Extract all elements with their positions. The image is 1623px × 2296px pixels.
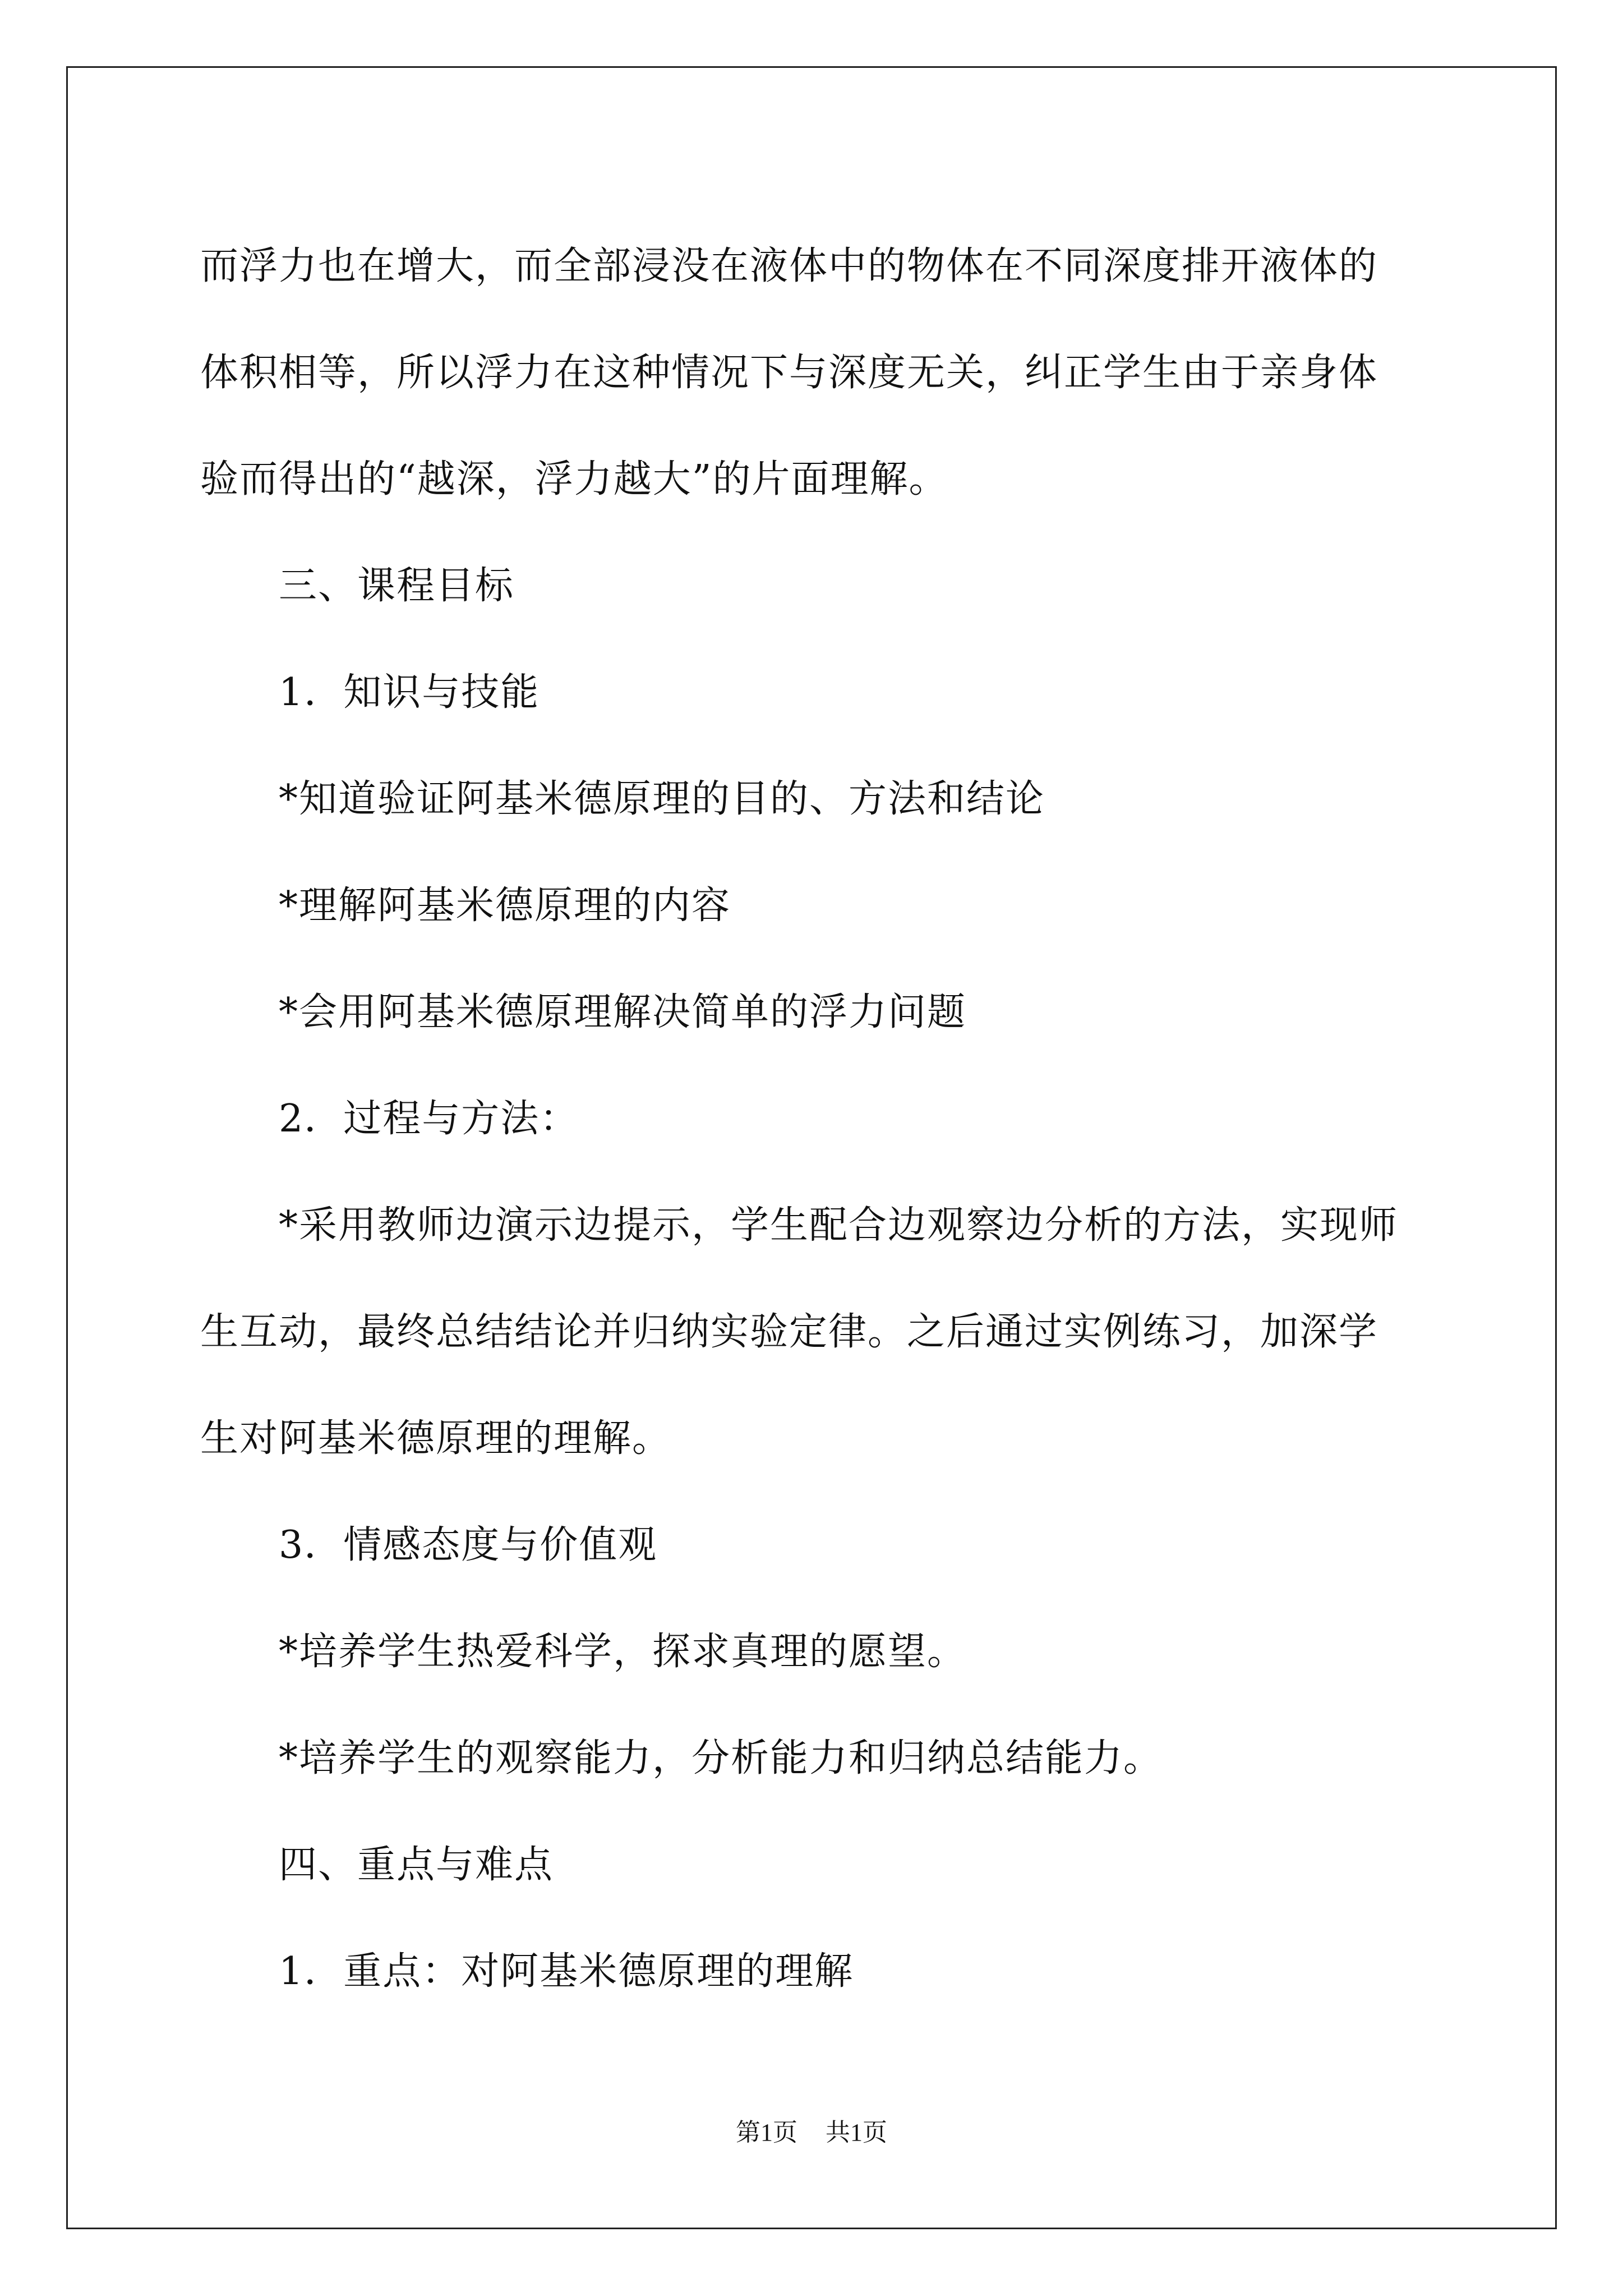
paragraph-line: 验而得出的“越深，浮力越大”的片面理解。	[200, 457, 948, 501]
page-footer	[0, 2112, 1623, 2148]
subsection-heading: 3．情感态度与价值观	[279, 1523, 658, 1567]
subsection-heading: 1．知识与技能	[279, 670, 540, 715]
document-body	[200, 213, 1434, 2025]
bullet-item: *培养学生热爱科学，探求真理的愿望。	[279, 1630, 967, 1674]
page-total: 共1页	[826, 2119, 887, 2146]
section-heading: 四、重点与难点	[279, 1843, 554, 1887]
subsection-heading: 2．过程与方法：	[279, 1097, 579, 1141]
paragraph-line: 生对阿基米德原理的理解。	[200, 1416, 672, 1461]
paragraph-line: 体积相等，所以浮力在这种情况下与深度无关，纠正学生由于亲身体	[200, 351, 1378, 395]
paragraph-line: 而浮力也在增大，而全部浸没在液体中的物体在不同深度排开液体的	[200, 244, 1378, 288]
bullet-item: *理解阿基米德原理的内容	[279, 884, 731, 928]
bullet-item: *培养学生的观察能力，分析能力和归纳总结能力。	[279, 1736, 1163, 1780]
bullet-item: *知道验证阿基米德原理的目的、方法和结论	[279, 777, 1045, 821]
paragraph-line: 生互动，最终总结结论并归纳实验定律。之后通过实例练习，加深学	[200, 1310, 1378, 1354]
bullet-item: *采用教师边演示边提示，学生配合边观察边分析的方法，实现师	[279, 1203, 1399, 1248]
page-number: 第1页	[736, 2119, 797, 2146]
subsection-heading: 1．重点：对阿基米德原理的理解	[279, 1949, 854, 1994]
bullet-item: *会用阿基米德原理解决简单的浮力问题	[279, 990, 967, 1034]
section-heading: 三、课程目标	[279, 564, 515, 608]
